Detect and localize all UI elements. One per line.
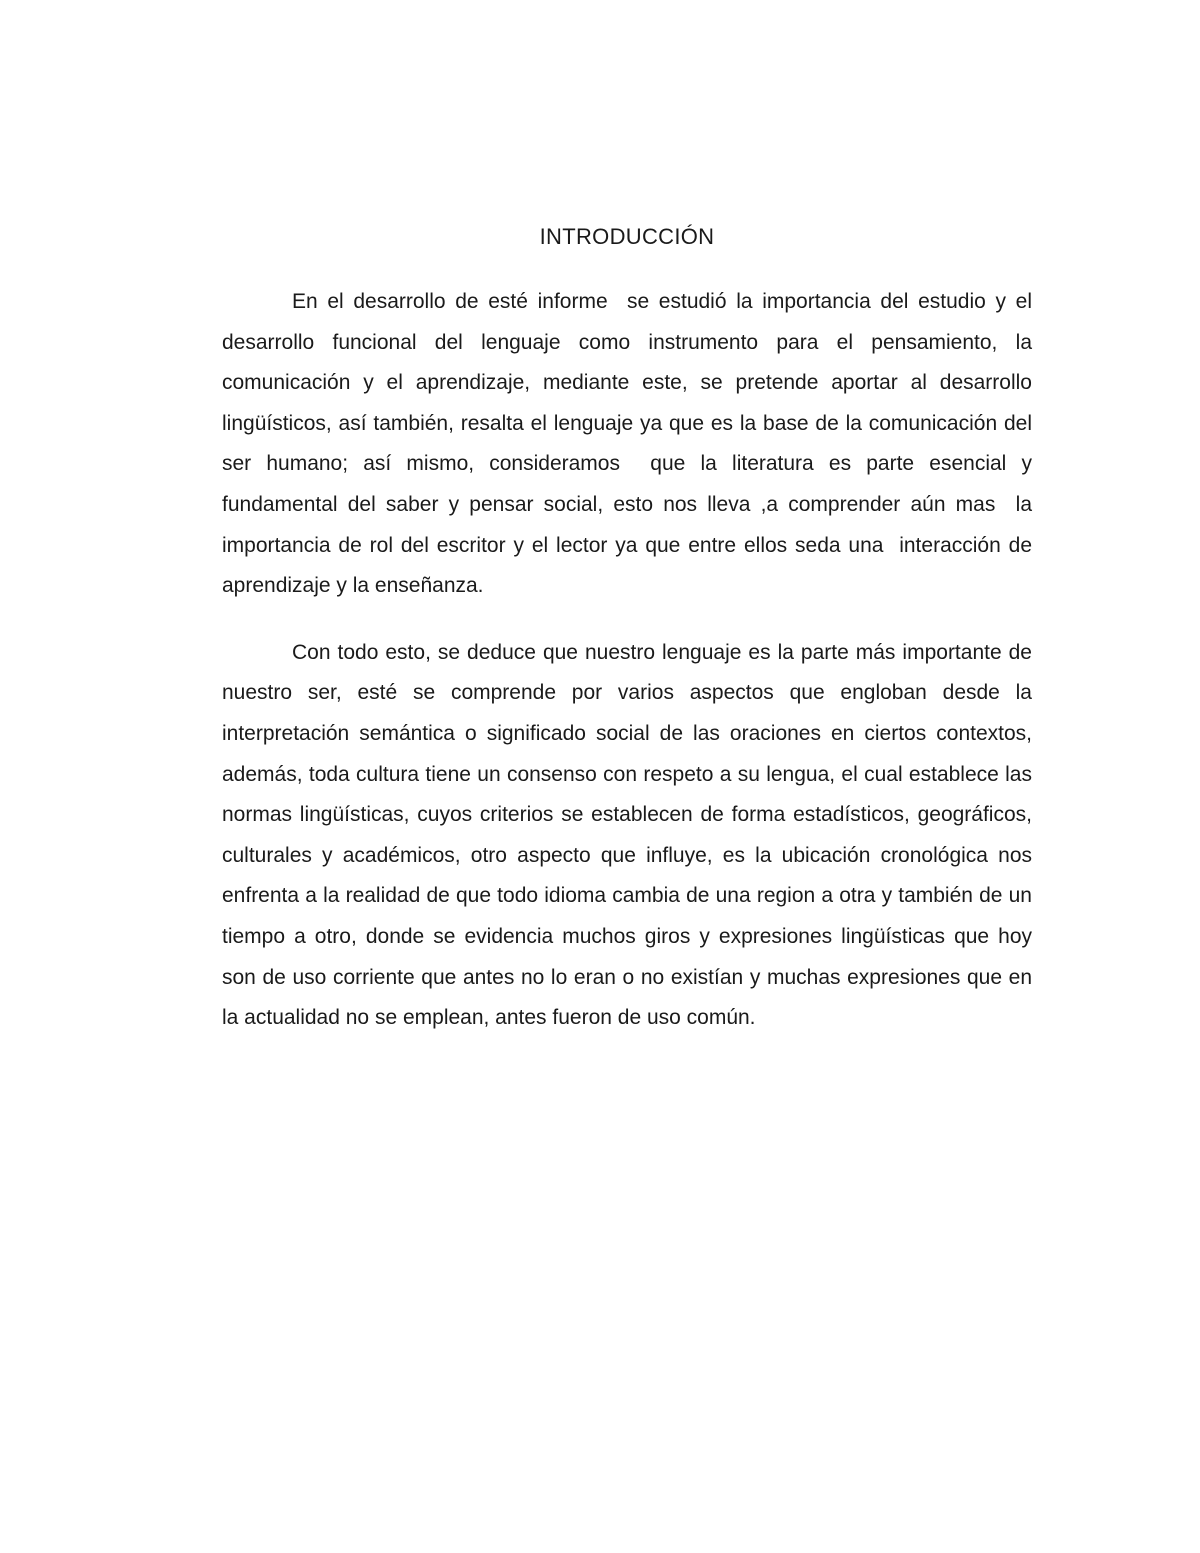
document-page [222, 222, 1038, 1039]
paragraph-2: Con todo esto, se deduce que nuestro lenguaje es la parte más importante de nuestro ser, esté se comprende por varios aspectos que engloban desde la interpretación semántica o significado social de las oraciones en ciertos contextos, además, toda cultura tiene un consenso con respeto a su lengua, el cual establece las normas lingüísticas, cuyos criterios se establecen de forma estadísticos, geográficos, culturales y académicos, otro aspecto que influye, es la ubicación cronológica nos enfrenta a la realidad de que todo idioma cambia de una region a otra y también de un tiempo a otro, donde se evidencia muchos giros y expresiones lingüísticas que hoy son de uso corriente que antes no lo eran o no existían y muchas expresiones que en la actualidad no se emplean, antes fueron de uso común. [222, 640, 1038, 1030]
document-title: INTRODUCCIÓN [539, 224, 715, 249]
paragraph-1: En el desarrollo de esté informe se estudió la importancia del estudio y el desarrollo funcional del lenguaje como instrumento para el pensamiento, la comunicación y el aprendizaje, mediante este, se pretende aportar al desarrollo lingüísticos, así también, resalta el lenguaje ya que es la base de la comunicación del ser humano; así mismo, consideramos que la literatura es parte esencial y fundamental del saber y pensar social, esto nos lleva ,a comprender aún mas la importancia de rol del escritor y el lector ya que entre ellos seda una interacción de aprendizaje y la enseñanza. [222, 290, 1038, 598]
